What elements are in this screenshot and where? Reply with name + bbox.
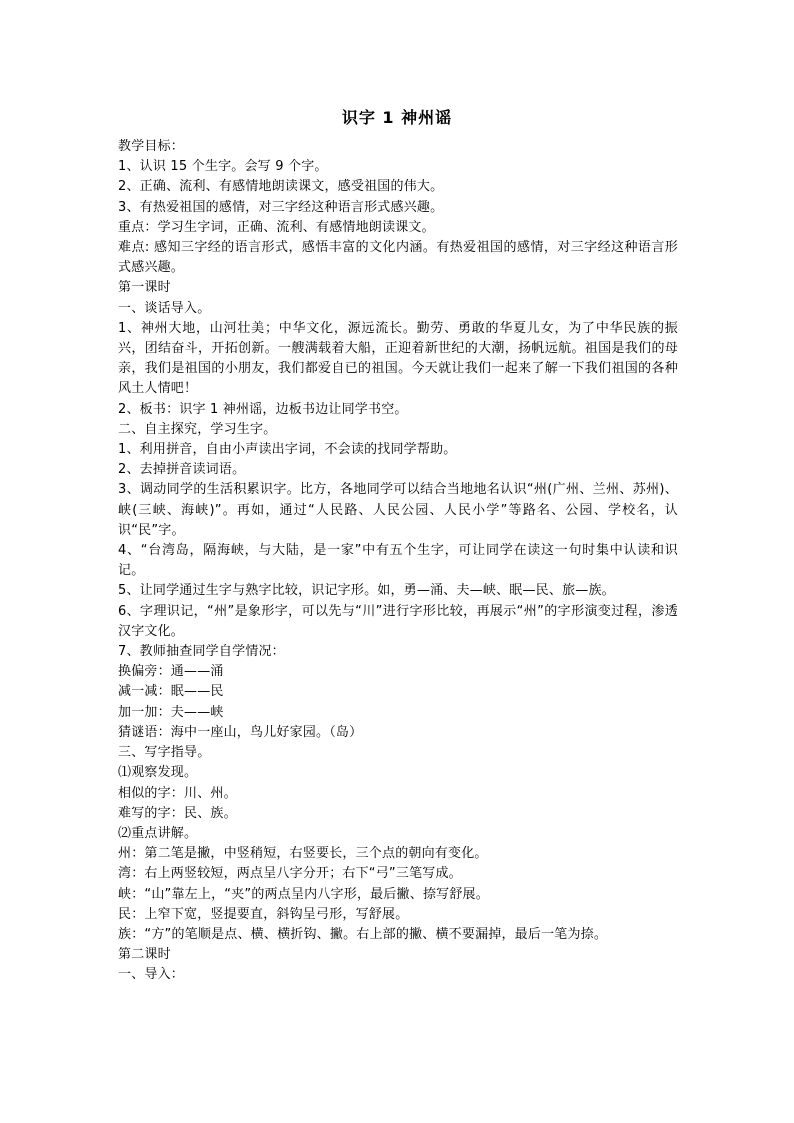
section-heading-objectives: 教学目标： — [118, 139, 185, 154]
explore-item-3: 3、调动同学的生活积累识字。比方，各地同学可以结合当地地名认识“州(广州、兰州、苏州)、峡(三峡、海峡)”。再如，通过“人民路、人民公园、人民小学”等路名、公园、学校名，认识“民”字。 — [118, 482, 678, 538]
lesson-2-heading: 第二课时 — [118, 947, 171, 963]
key-point: 重点：学习生字词，正确、流利、有感情地朗读课文。 — [118, 219, 435, 235]
document-body — [118, 137, 678, 986]
explore-item-5: 5、让同学通过生字与熟字比较，识记字形。如，勇—涌、夫—峡、眠—民、旅—族。 — [118, 583, 615, 599]
writing-min: 民：上窄下宽，竖提要直，斜钩呈弓形，写舒展。 — [118, 906, 409, 922]
objective-1: 1、认识 15 个生字。会写 9 个字。 — [118, 159, 328, 175]
exercise-subtract: 减一减：眠——民 — [118, 684, 224, 700]
writing-xia: 峡：“山”靠左上，“夹”的两点呈内八字形，最后撇、捺写舒展。 — [118, 886, 489, 902]
step-intro-heading: 一、谈话导入。 — [118, 300, 211, 316]
objective-3: 3、有热爱祖国的感情，对三字经这种语言形式感兴趣。 — [118, 199, 444, 215]
writing-zu: 族：“方”的笔顺是点、横、横折钩、撇。右上部的撇、横不要漏掉，最后一笔为捺。 — [118, 926, 608, 942]
explore-item-4: 4、“台湾岛，隔海峡，与大陆，是一家”中有五个生字，可让同学在读这一句时集中认读和识记。 — [118, 543, 678, 579]
lesson-2-intro: 一、导入： — [118, 967, 185, 983]
explore-item-7: 7、教师抽查同学自学情况： — [118, 644, 285, 660]
writing-similar: 相似的字：川、州。 — [118, 785, 237, 801]
explore-item-6: 6、字理识记，“州”是象形字，可以先与“川”进行字形比较，再展示“州”的字形演变过程，渗透汉字文化。 — [118, 603, 678, 639]
document-title: 识字 1 神州谣 — [341, 108, 453, 127]
step-explore-heading: 二、自主探究，学习生字。 — [118, 421, 277, 437]
writing-difficult: 难写的字：民、族。 — [118, 805, 237, 821]
exercise-add: 加一加：夫——峡 — [118, 704, 224, 720]
objective-2: 2、正确、流利、有感情地朗读课文，感受祖国的伟大。 — [118, 179, 444, 195]
intro-paragraph: 1、神州大地，山河壮美；中华文化，源远流长。勤劳、勇敢的华夏儿女，为了中华民族的振兴，团结奋斗，开拓创新。一艘满载着大船，正迎着新世纪的大潮，扬帆远航。祖国是我们的母亲，我们是祖国的小朋友，我们都爱自已的祖国。今天就让我们一起来了解一下我们祖国的各种风土人情吧！ — [118, 320, 678, 397]
writing-focus: ⑵重点讲解。 — [118, 825, 198, 841]
writing-observe: ⑴观察发现。 — [118, 765, 198, 781]
step-writing-heading: 三、写字指导。 — [118, 745, 211, 761]
writing-wan: 湾：右上两竖较短，两点呈八字分开；右下“弓”三笔写成。 — [118, 866, 462, 882]
exercise-change-radical: 换偏旁：通——涌 — [118, 664, 224, 680]
lesson-1-heading: 第一课时 — [118, 280, 171, 296]
explore-item-1: 1、利用拼音，自由小声读出字词，不会读的找同学帮助。 — [118, 442, 457, 458]
writing-zhou: 州：第二笔是撇，中竖稍短，右竖要长，三个点的朝向有变化。 — [118, 846, 488, 862]
difficult-point: 难点: 感知三字经的语言形式，感悟丰富的文化内涵。有热爱祖国的感情，对三字经这种语言形式感兴趣。 — [118, 240, 678, 276]
explore-item-2: 2、去掉拼音读词语。 — [118, 462, 246, 478]
exercise-riddle: 猜谜语：海中一座山，鸟儿好家园。（岛） — [118, 724, 363, 740]
blackboard-line: 2、板书：识字 1 神州谣，边板书边让同学书空。 — [118, 401, 408, 417]
